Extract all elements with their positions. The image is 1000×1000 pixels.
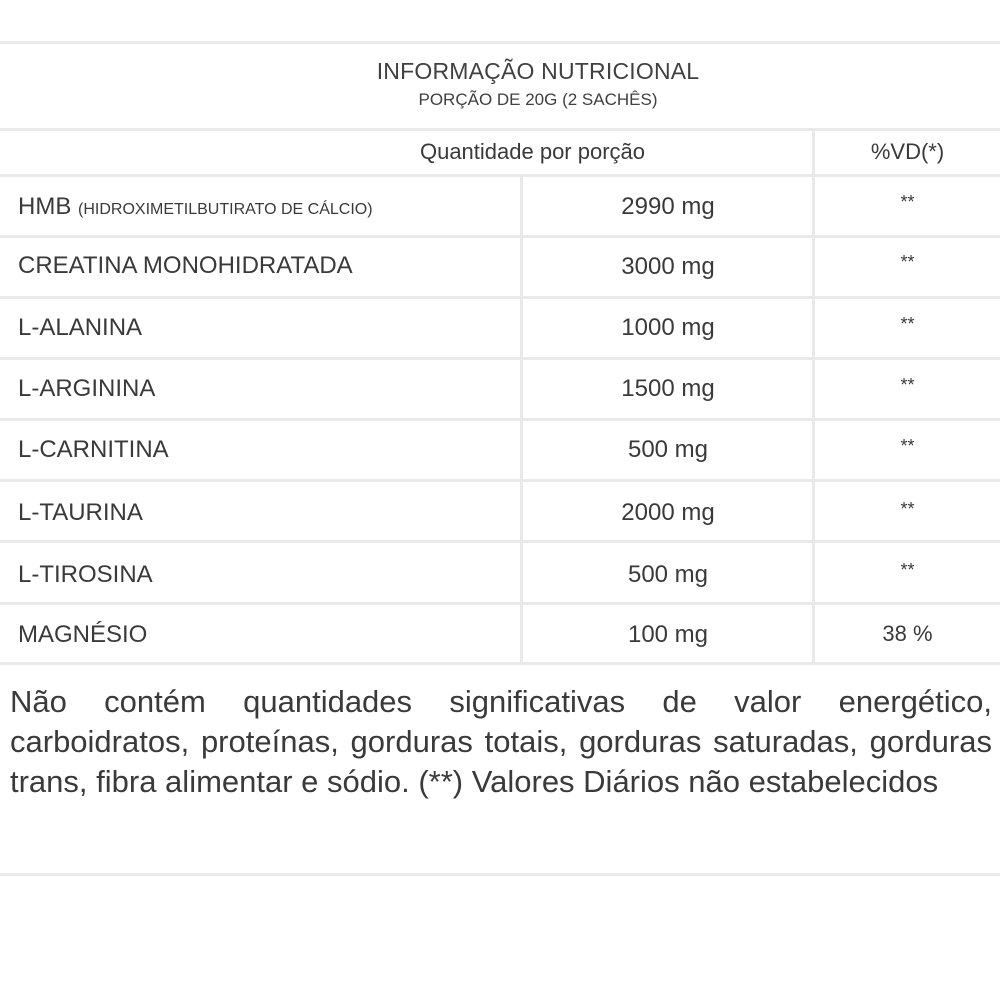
row-name: L-CARNITINA — [18, 436, 169, 463]
row-amount: 2990 mg — [621, 193, 715, 220]
header-quantity: Quantidade por porção — [419, 139, 646, 164]
column-divider-name — [520, 176, 523, 662]
row-daily-value: 38 % — [882, 621, 933, 646]
row-daily-value: ** — [900, 560, 915, 580]
footnote-text: Não contém quantidades significativas de valor energético, carboidratos, proteínas, gorduras totais, gorduras saturadas, gorduras trans, fibra alimentar e sódio. (**) Valores Diários não estabelecidos — [10, 684, 992, 799]
row-name: CREATINA MONOHIDRATADA — [18, 252, 353, 279]
row-daily-value: ** — [900, 375, 915, 395]
row-name-detail: (HIDROXIMETILBUTIRATO DE CÁLCIO) — [78, 201, 373, 218]
header-daily-value: %VD(*) — [870, 139, 945, 164]
row-name: L-ARGININA — [18, 375, 156, 402]
row-daily-value: ** — [900, 499, 915, 519]
serving-size: PORÇÃO DE 20G (2 SACHÊS) — [418, 90, 658, 109]
row-amount: 3000 mg — [621, 253, 715, 280]
row-divider — [0, 602, 1000, 605]
row-divider — [0, 479, 1000, 482]
row-divider — [0, 357, 1000, 360]
table-title: INFORMAÇÃO NUTRICIONAL — [376, 58, 700, 84]
footnote-bottom-rule — [0, 873, 1000, 876]
table-title-block — [0, 56, 1000, 112]
row-divider — [0, 296, 1000, 299]
top-rule — [0, 41, 1000, 44]
row-amount: 500 mg — [627, 436, 709, 463]
row-name: MAGNÉSIO — [18, 621, 148, 648]
row-daily-value: ** — [900, 252, 915, 272]
row-name-hmb: HMB (HIDROXIMETILBUTIRATO DE CÁLCIO) — [18, 193, 373, 220]
row-daily-value: ** — [900, 314, 915, 334]
row-name: L-ALANINA — [18, 314, 143, 341]
row-amount: 500 mg — [627, 561, 709, 588]
title-bottom-rule — [0, 128, 1000, 131]
row-amount: 100 mg — [627, 621, 709, 648]
row-amount: 2000 mg — [621, 499, 715, 526]
row-divider — [0, 540, 1000, 543]
row-daily-value: ** — [900, 192, 915, 212]
row-divider — [0, 418, 1000, 421]
row-amount: 1000 mg — [621, 314, 715, 341]
table-bottom-rule — [0, 662, 1000, 665]
header-bottom-rule — [0, 174, 1000, 177]
row-divider — [0, 235, 1000, 238]
row-amount: 1500 mg — [621, 375, 715, 402]
row-name: L-TIROSINA — [18, 561, 153, 588]
row-daily-value: ** — [900, 436, 915, 456]
row-name: L-TAURINA — [18, 499, 143, 526]
